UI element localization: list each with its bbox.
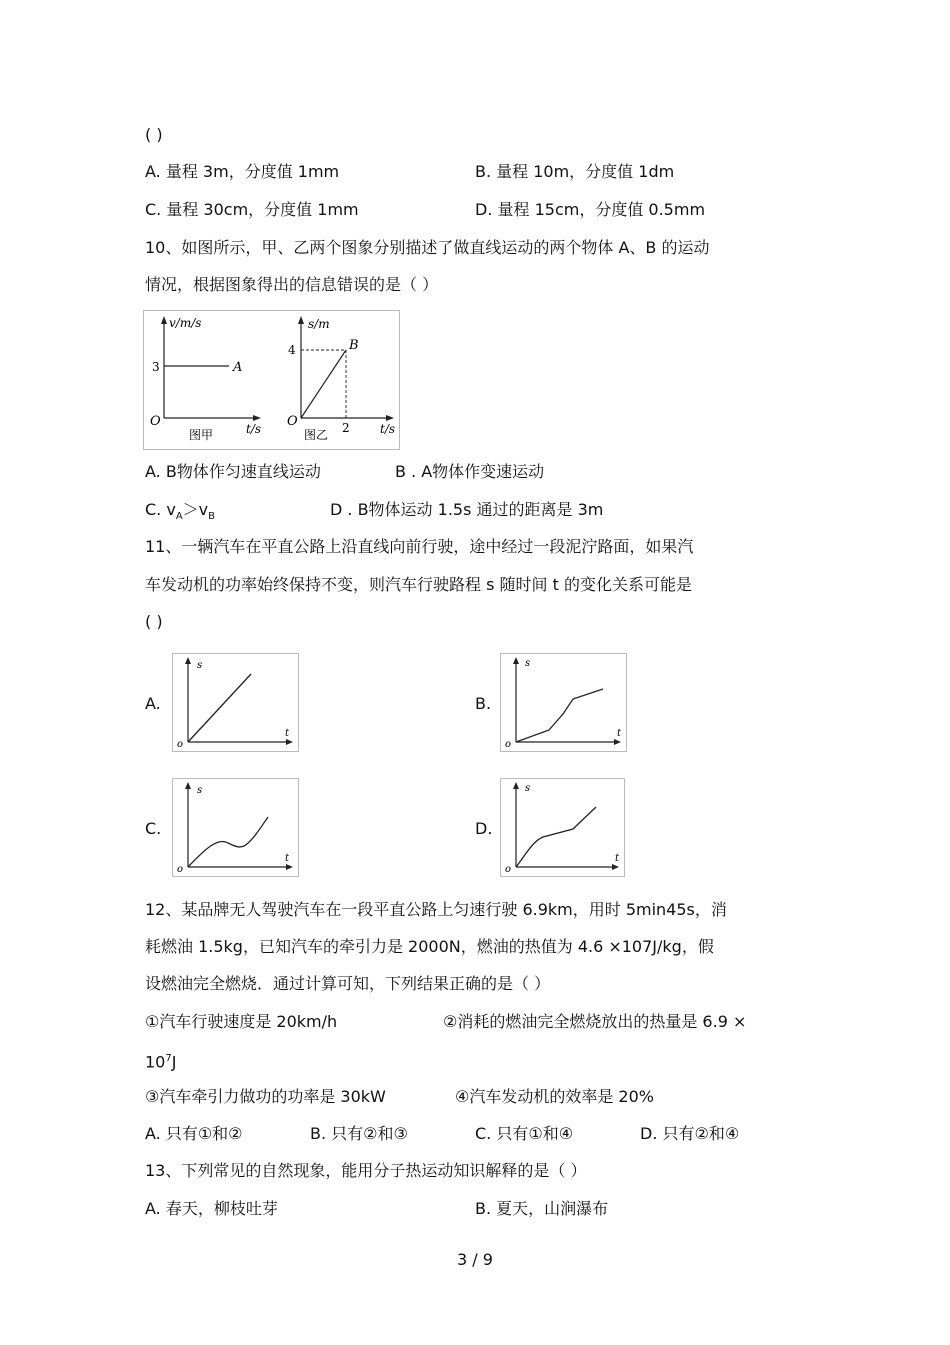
q11-d-curve bbox=[516, 807, 596, 867]
q12-statement-2-cont bbox=[145, 1048, 176, 1073]
graph-b-xlabel: t/s bbox=[380, 422, 396, 436]
q12-statement-3: ③汽车牵引力做功的功率是 30kW bbox=[145, 1087, 386, 1106]
q11-a-curve bbox=[188, 674, 251, 742]
q9-option-c: C. 量程 30cm，分度值 1mm bbox=[145, 200, 359, 219]
q11-c-ylabel: s bbox=[197, 785, 203, 796]
graph-a-origin: O bbox=[150, 414, 161, 429]
q11-option-a-label: A. bbox=[145, 694, 161, 713]
q11-stem-line1: 11、一辆汽车在平直公路上沿直线向前行驶，途中经过一段泥泞路面，如果汽 bbox=[145, 537, 694, 556]
graph-b bbox=[287, 316, 395, 442]
q13-option-a: A. 春天，柳枝吐芽 bbox=[145, 1199, 278, 1218]
q11-b-ylabel: s bbox=[525, 658, 531, 669]
q12-statement-2-sup: 7 bbox=[165, 1053, 172, 1064]
q11-b-xlabel: t bbox=[617, 728, 622, 739]
q10-stem-line1: 10、如图所示，甲、乙两个图象分别描述了做直线运动的两个物体 A、B 的运动 bbox=[145, 238, 710, 257]
graph-a-xlabel: t/s bbox=[246, 422, 262, 436]
q11-paren: ( ) bbox=[145, 612, 163, 631]
q12-option-d: D. 只有②和④ bbox=[640, 1124, 740, 1143]
q11-b-origin: o bbox=[505, 739, 512, 750]
q10-option-c bbox=[145, 499, 215, 528]
q11-graph-b bbox=[500, 653, 627, 752]
graph-b-y-value: 4 bbox=[288, 343, 296, 357]
graph-a-line-label: A bbox=[233, 360, 243, 375]
q11-graph-c bbox=[172, 778, 299, 877]
q11-d-xlabel: t bbox=[615, 853, 620, 864]
q12-option-a: A. 只有①和② bbox=[145, 1124, 243, 1143]
q11-c-origin: o bbox=[177, 864, 184, 875]
q11-option-d-label: D. bbox=[475, 819, 493, 838]
graph-b-line-label: B bbox=[349, 338, 359, 353]
q11-d-ylabel: s bbox=[525, 783, 531, 794]
q12-statement-4: ④汽车发动机的效率是 20% bbox=[455, 1087, 654, 1106]
q13-stem: 13、下列常见的自然现象，能用分子热运动知识解释的是（ ） bbox=[145, 1161, 587, 1180]
q13-option-b: B. 夏天，山涧瀑布 bbox=[475, 1199, 609, 1218]
q11-graph-d bbox=[500, 778, 625, 877]
q9-option-b: B. 量程 10m，分度值 1dm bbox=[475, 162, 675, 181]
q11-a-origin: o bbox=[177, 739, 184, 750]
q12-statement-2-base: 10 bbox=[145, 1052, 166, 1072]
graph-b-line bbox=[301, 350, 346, 418]
q11-c-curve bbox=[188, 817, 268, 867]
q11-d-origin: o bbox=[505, 864, 512, 875]
q12-stem-line3: 设燃油完全燃烧．通过计算可知，下列结果正确的是（ ） bbox=[145, 974, 551, 993]
q11-graph-a bbox=[172, 653, 299, 752]
q12-stem-line2: 耗燃油 1.5kg，已知汽车的牵引力是 2000N，燃油的热值为 4.6 ×107J/kg，假 bbox=[145, 937, 714, 956]
q11-a-ylabel: s bbox=[197, 660, 203, 671]
q10-option-c-prefix: C. v bbox=[145, 500, 176, 519]
graph-b-ylabel: s/m bbox=[308, 317, 330, 331]
q12-statement-2: ②消耗的燃油完全燃烧放出的热量是 6.9 × bbox=[443, 1012, 747, 1031]
q11-a-xlabel: t bbox=[285, 728, 290, 739]
q9-paren: ( ) bbox=[145, 125, 163, 144]
q10-option-b: B . A物体作变速运动 bbox=[395, 462, 545, 481]
q11-b-curve bbox=[516, 689, 603, 742]
graph-a-y-value: 3 bbox=[152, 360, 160, 374]
graph-b-origin: O bbox=[287, 414, 298, 429]
q11-option-b-label: B. bbox=[475, 694, 492, 713]
q10-option-c-sub-a: A bbox=[175, 511, 183, 523]
q12-statement-1: ①汽车行驶速度是 20km/h bbox=[145, 1012, 338, 1031]
q10-figure bbox=[143, 310, 400, 450]
q9-option-a: A. 量程 3m，分度值 1mm bbox=[145, 162, 340, 181]
q11-option-c-label: C. bbox=[145, 819, 162, 838]
q12-option-b: B. 只有②和③ bbox=[310, 1124, 408, 1143]
q12-option-c: C. 只有①和④ bbox=[475, 1124, 574, 1143]
graph-a-caption: 图甲 bbox=[189, 428, 214, 442]
q10-option-d: D . B物体运动 1.5s 通过的距离是 3m bbox=[330, 500, 604, 519]
q10-option-a: A. B物体作匀速直线运动 bbox=[145, 462, 321, 481]
graph-b-x-value: 2 bbox=[342, 421, 350, 435]
q11-c-xlabel: t bbox=[285, 853, 290, 864]
q12-statement-2-unit: J bbox=[171, 1052, 177, 1072]
graph-b-caption: 图乙 bbox=[304, 428, 329, 442]
graph-a-ylabel: v/m/s bbox=[169, 316, 202, 330]
q12-stem-line1: 12、某品牌无人驾驶汽车在一段平直公路上匀速行驶 6.9km，用时 5min45s，消 bbox=[145, 900, 727, 919]
q10-stem-line2: 情况，根据图象得出的信息错误的是（ ） bbox=[145, 275, 439, 294]
q10-option-c-sub-b: B bbox=[208, 511, 216, 523]
q11-stem-line2: 车发动机的功率始终保持不变，则汽车行驶路程 s 随时间 t 的变化关系可能是 bbox=[145, 575, 692, 594]
page-number: 3 / 9 bbox=[457, 1250, 493, 1269]
q10-option-c-mid: ＞v bbox=[182, 500, 209, 519]
graph-a bbox=[150, 316, 261, 442]
q9-option-d: D. 量程 15cm，分度值 0.5mm bbox=[475, 200, 706, 219]
